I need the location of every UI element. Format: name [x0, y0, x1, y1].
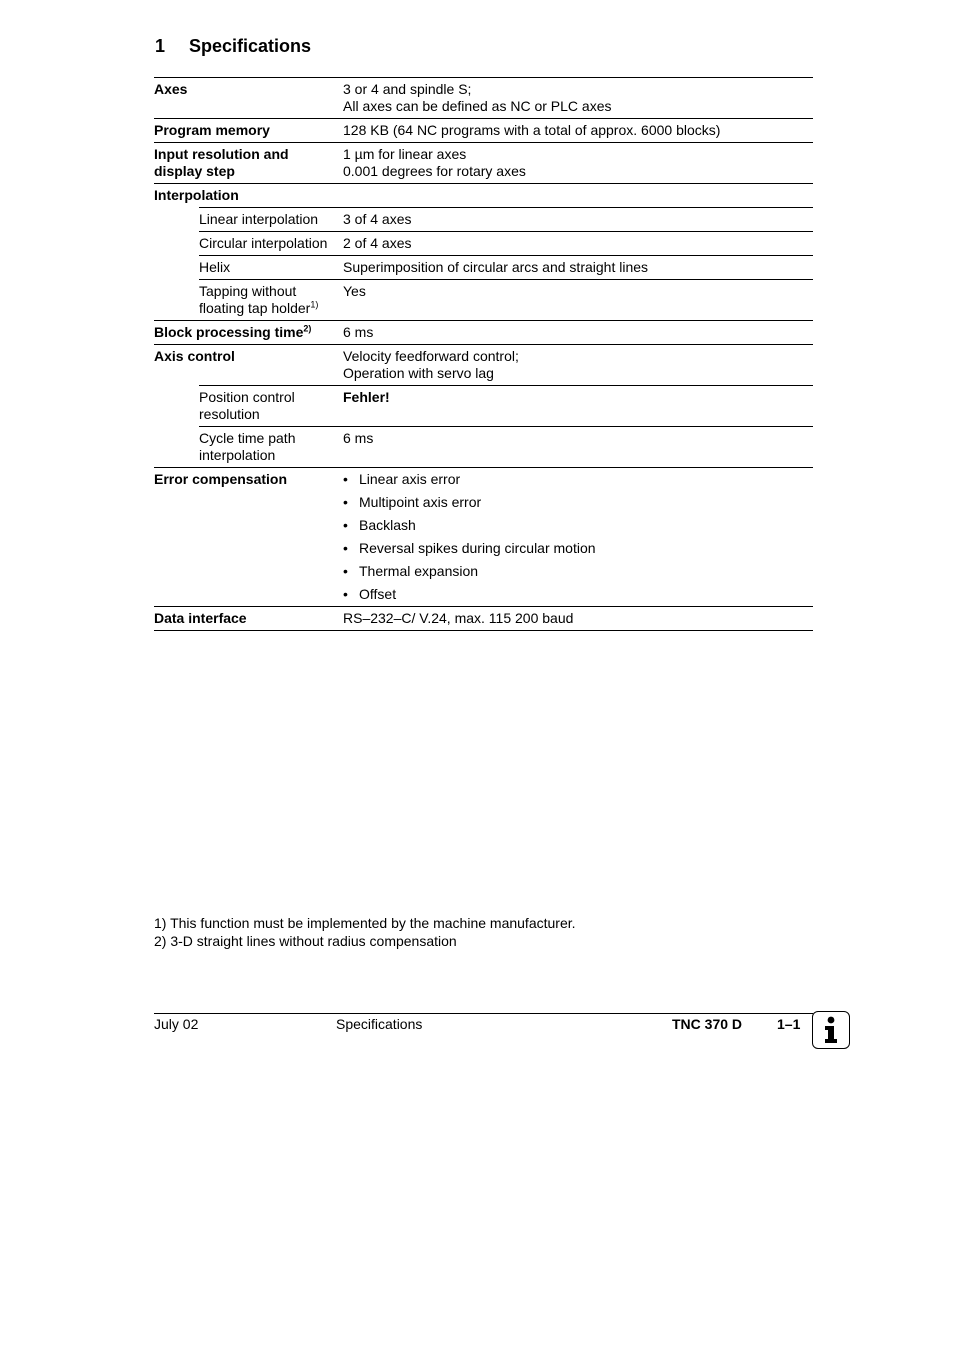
value-cycle-time: 6 ms: [343, 427, 813, 468]
row-program-memory: [154, 119, 813, 143]
label-input-resolution: Input resolution and display step: [154, 143, 343, 184]
footer-divider: [154, 1013, 813, 1014]
list-item: • Reversal spikes during circular motion: [343, 540, 813, 557]
row-circular-interpolation: [154, 232, 813, 256]
value-tapping: Yes: [343, 280, 813, 321]
list-item: • Thermal expansion: [343, 563, 813, 580]
label-data-interface: Data interface: [154, 607, 343, 631]
value-circular-interpolation: 2 of 4 axes: [343, 232, 813, 256]
row-helix: [154, 256, 813, 280]
value-position-control-resolution: Fehler!: [343, 386, 813, 427]
value-error-compensation: [343, 468, 813, 607]
row-axis-control: [154, 345, 813, 386]
sublabel-helix: Helix: [199, 256, 343, 280]
row-interpolation: [154, 184, 813, 208]
label-error-compensation: Error compensation: [154, 468, 343, 607]
value-axis-control: Velocity feedforward control; Operation with servo lag: [343, 345, 813, 386]
label-interpolation: Interpolation: [154, 184, 343, 208]
sublabel-tapping: Tapping without floating tap holder$^{1)}$: [199, 280, 343, 321]
sublabel-circular-interpolation: Circular interpolation: [199, 232, 343, 256]
footnote-ref-2: 2): [303, 323, 312, 334]
sublabel-linear-interpolation: Linear interpolation: [199, 208, 343, 232]
row-error-compensation: [154, 468, 813, 607]
row-input-resolution: [154, 143, 813, 184]
value-linear-interpolation: 3 of 4 axes: [343, 208, 813, 232]
specifications-table: [154, 77, 813, 631]
list-item: • Backlash: [343, 517, 813, 534]
label-program-memory: Program memory: [154, 119, 343, 143]
value-program-memory: 128 KB (64 NC programs with a total of approx. 6000 blocks): [343, 119, 813, 143]
row-linear-interpolation: [154, 208, 813, 232]
value-helix: Superimposition of circular arcs and straight lines: [343, 256, 813, 280]
value-axes: 3 or 4 and spindle S; All axes can be defined as NC or PLC axes: [343, 78, 813, 119]
row-tapping: [154, 280, 813, 321]
list-item: • Multipoint axis error: [343, 494, 813, 511]
footer-section: Specifications: [336, 1016, 423, 1032]
footer-page-number: 1–1: [777, 1016, 801, 1032]
value-input-resolution: 1 µm for linear axes 0.001 degrees for rotary axes: [343, 143, 813, 184]
error-compensation-list: [343, 471, 813, 603]
footnote-2: 2) 3-D straight lines without radius compensation: [154, 933, 457, 949]
list-item: • Offset: [343, 586, 813, 603]
footer-product: TNC 370 D: [672, 1016, 743, 1032]
label-axis-control: Axis control: [154, 345, 343, 386]
page-heading: [155, 36, 311, 57]
sublabel-cycle-time: Cycle time path interpolation: [199, 427, 343, 468]
footnotes: [154, 914, 576, 950]
row-position-control-resolution: [154, 386, 813, 427]
heading-title: Specifications: [189, 36, 312, 56]
list-item: • Linear axis error: [343, 471, 813, 488]
sublabel-position-control-resolution: Position control resolution: [199, 386, 343, 427]
info-icon[interactable]: [812, 1011, 850, 1049]
row-cycle-time: [154, 427, 813, 468]
value-data-interface: RS–232–C/ V.24, max. 115 200 baud: [343, 607, 813, 631]
heading-number: 1: [155, 36, 166, 56]
row-axes: [154, 78, 813, 119]
label-axes: Axes: [154, 78, 343, 119]
footnote-ref-1: 1): [310, 299, 319, 310]
value-block-processing-time: 6 ms: [343, 321, 813, 345]
info-icon-glyph: [813, 1012, 848, 1047]
row-data-interface: [154, 607, 813, 631]
footnote-1: 1) This function must be implemented by the machine manufacturer.: [154, 915, 576, 931]
label-block-processing-time: Block processing time$^{2)}$: [154, 321, 343, 345]
footer-date: July 02: [154, 1016, 199, 1032]
row-block-processing-time: [154, 321, 813, 345]
